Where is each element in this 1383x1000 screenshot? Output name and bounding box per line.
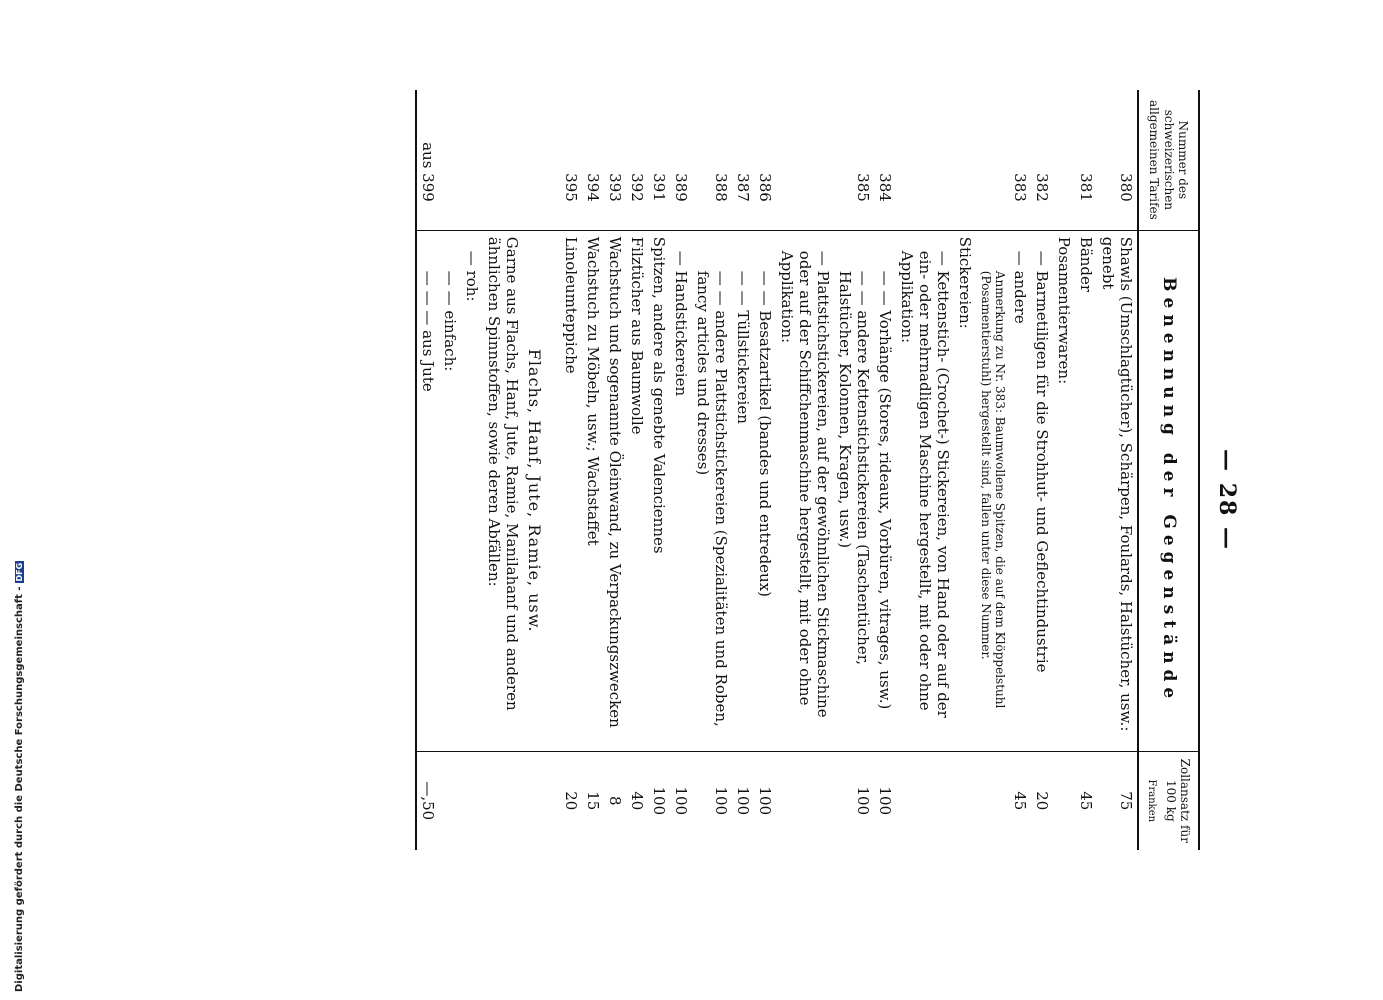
tariff-number: 380 [1117, 173, 1136, 202]
table-row [483, 90, 523, 850]
duty-rate: 20 [562, 791, 581, 811]
duty-rate [954, 751, 976, 850]
section-title: Flachs, Hanf, Jute, Ramie, usw. [523, 230, 560, 751]
duty-rate [439, 751, 461, 850]
duty-rate: 100 [876, 786, 895, 816]
duty-rate [896, 751, 954, 850]
duty-rate: 100 [756, 786, 775, 816]
tariff-number: 392 [628, 173, 647, 202]
table-row [1031, 90, 1053, 850]
tariff-number: 383 [1011, 173, 1030, 202]
item-description: Anmerkung zu Nr. 383: Baumwollene Spitzen, die auf dem Klöppelstuhl (Posamentierstuhl) hergestellt sind, fallen unter diese Nummer. [976, 230, 1009, 751]
duty-rate: —,50 [419, 781, 438, 821]
duty-rate: 8 [606, 796, 625, 806]
table-body [560, 90, 1138, 850]
table-row [776, 90, 834, 850]
tariff-number: 388 [712, 173, 731, 202]
table-header-row [1138, 90, 1199, 850]
item-description: — andere [1009, 230, 1031, 751]
duty-rate: 100 [650, 786, 669, 816]
duty-rate: 45 [1077, 791, 1096, 811]
duty-rate: 20 [1033, 791, 1052, 811]
item-description: — — Tüllstickereien [732, 230, 754, 751]
table-row [439, 90, 461, 850]
item-description: Wachstuch und sogenannte Öleinwand, zu Verpackungszwecken [604, 230, 626, 751]
section-body [523, 90, 560, 850]
duty-rate: 15 [584, 791, 603, 811]
item-description: — roh: [461, 230, 483, 751]
duty-rate [776, 751, 834, 850]
table-row [648, 90, 670, 850]
header-rate-label: Zollansatz für 100 kg [1163, 758, 1192, 843]
duty-rate: 75 [1117, 791, 1136, 811]
tariff-number: 381 [1077, 173, 1096, 202]
tariff-number: 393 [606, 173, 625, 202]
tariff-number [976, 90, 1009, 230]
table-row [874, 90, 896, 850]
table-row [1097, 90, 1138, 850]
duty-rate: 45 [1011, 791, 1030, 811]
table-row [1009, 90, 1031, 850]
tariff-number: 385 [854, 173, 873, 202]
item-description: Shawls (Umschlagtücher), Schärpen, Foulards, Halstücher, usw.: genebt [1097, 230, 1138, 751]
item-description: — Barmetiligen für die Strohhut- und Geflechtindustrie [1031, 230, 1053, 751]
duty-rate: 100 [672, 786, 691, 816]
page-number: — 28 — [1214, 449, 1240, 551]
item-description: — — andere Kettenstichstickereien (Taschentücher, Halstücher, Kolonnen, Kragen, usw.) [834, 230, 874, 751]
item-description: — — Besatzartikel (bandes und entredeux) [754, 230, 776, 751]
dfg-logo: DFG [14, 562, 24, 582]
digitization-note-text: Digitalisierung gefördert durch die Deutsche Forschungsgemeinschaft - [14, 586, 25, 992]
table-body-2 [416, 90, 523, 850]
tariff-table [415, 90, 1200, 850]
header-name: Benennung der Gegenstände [1138, 230, 1199, 751]
table-row [582, 90, 604, 850]
duty-rate: 100 [712, 786, 731, 816]
table-row [834, 90, 874, 850]
duty-rate: 100 [734, 786, 753, 816]
duty-rate [1053, 751, 1075, 850]
tariff-number: 384 [876, 173, 895, 202]
item-description: Wachstuch zu Möbeln, usw.; Wachstaffet [582, 230, 604, 751]
tariff-number: 391 [650, 173, 669, 202]
tariff-number [896, 90, 954, 230]
item-description: — — Vorhänge (Stores, rideaux, Vorbüren, vitrages, usw.) [874, 230, 896, 751]
duty-rate: 100 [854, 786, 873, 816]
tariff-number [1053, 90, 1075, 230]
tariff-number [954, 90, 976, 230]
table-row [732, 90, 754, 850]
item-description: — — — aus Jute [416, 230, 439, 751]
table-row [1053, 90, 1075, 850]
table-row [560, 90, 582, 850]
table-row [461, 90, 483, 850]
digitization-note [14, 561, 25, 992]
tariff-number: 386 [756, 173, 775, 202]
item-description: — Handstickereien [670, 230, 692, 751]
table-row [670, 90, 692, 850]
table-row [692, 90, 732, 850]
item-description: — Plattstichstickereien, auf der gewöhnlichen Stickmaschine oder auf der Schiffchenmaschine hergestellt, mit oder ohne Applikation: [776, 230, 834, 751]
item-description: Posamentierwaren: [1053, 230, 1075, 751]
item-description: Linoleumteppiche [560, 230, 582, 751]
item-description: Filztücher aus Baumwolle [626, 230, 648, 751]
item-description: Bänder [1075, 230, 1097, 751]
duty-rate [976, 751, 1009, 850]
tariff-number: 395 [562, 173, 581, 202]
duty-rate [483, 751, 523, 850]
header-rate [1138, 751, 1199, 850]
table-row [1075, 90, 1097, 850]
item-description: — — andere Plattstichstickereien (Spezialitäten und Roben, fancy articles und dresses) [692, 230, 732, 751]
table-row [626, 90, 648, 850]
tariff-number: 387 [734, 173, 753, 202]
section-row [523, 90, 560, 850]
table-row [976, 90, 1009, 850]
table-row [954, 90, 976, 850]
item-description: — Kettenstich- (Crochet-) Stickereien, von Hand oder auf der ein- oder mehrnadligen Maschine hergestellt, mit oder ohne Applikation: [896, 230, 954, 751]
table-row [754, 90, 776, 850]
tariff-number: aus 399 [419, 142, 438, 202]
tariff-number [776, 90, 834, 230]
table-row [416, 90, 439, 850]
item-description: — — einfach: [439, 230, 461, 751]
duty-rate [461, 751, 483, 850]
header-rate-unit: Franken [1146, 779, 1158, 823]
tariff-number [439, 90, 461, 230]
item-description: Spitzen, andere als genebte Valenciennes [648, 230, 670, 751]
item-description: Garne aus Flachs, Hanf, Jute, Ramie, Manilahanf und anderen ähnlichen Spinnstoffen, sowie deren Abfällen: [483, 230, 523, 751]
duty-rate: 40 [628, 791, 647, 811]
tariff-number [483, 90, 523, 230]
header-number: Nummer des schweizerischen allgemeinen Tarifes [1138, 90, 1199, 230]
table-row [604, 90, 626, 850]
rotated-page [140, 90, 1240, 910]
tariff-number: 382 [1033, 173, 1052, 202]
table-row [896, 90, 954, 850]
tariff-number [461, 90, 483, 230]
item-description: Stickereien: [954, 230, 976, 751]
tariff-number: 394 [584, 173, 603, 202]
tariff-number: 389 [672, 173, 691, 202]
